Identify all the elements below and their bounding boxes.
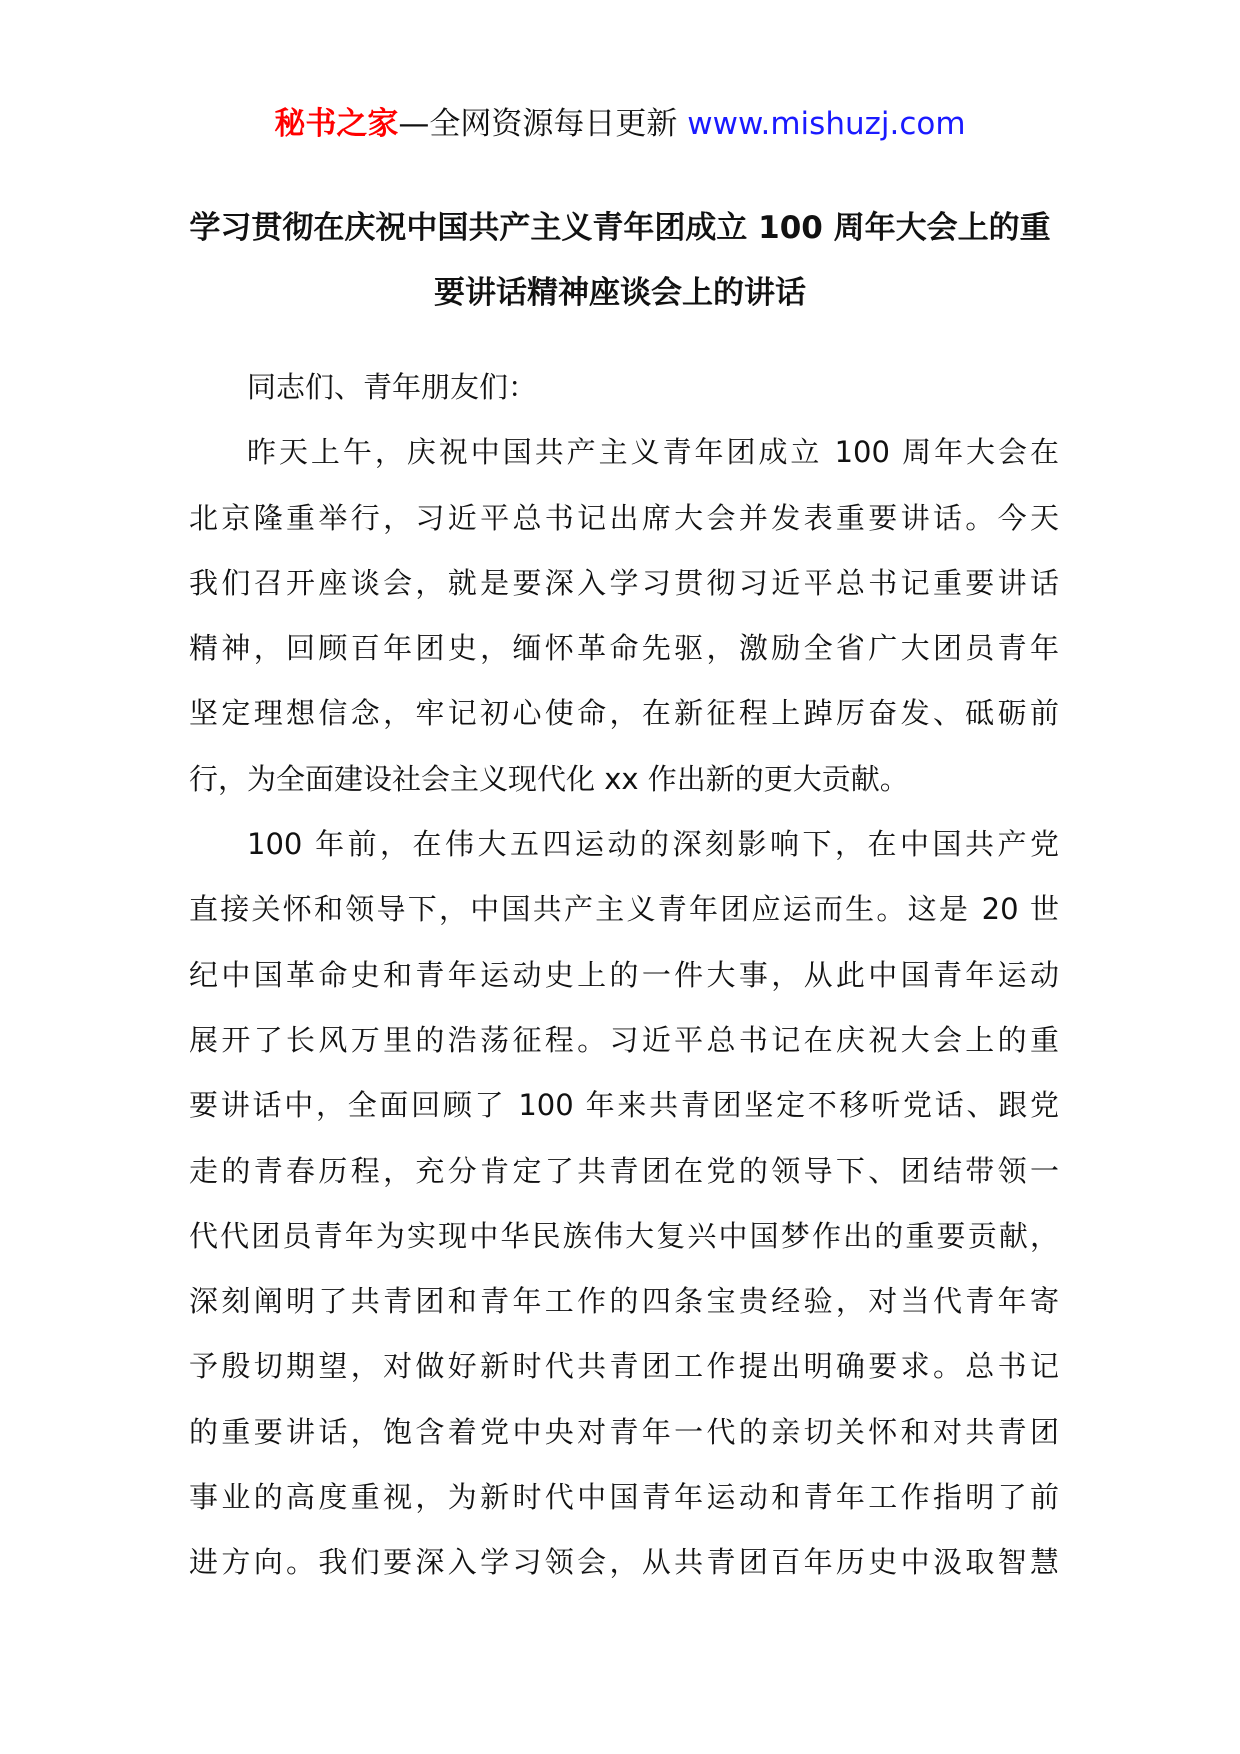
paragraph-line: 的重要讲话，饱含着党中央对青年一代的亲切关怀和对共青团 <box>189 1414 1059 1449</box>
paragraph-line: 坚定理想信念，牢记初心使命，在新征程上踔厉奋发、砥砺前 <box>189 696 1059 731</box>
brand-name: 秘书之家 <box>274 106 399 142</box>
paragraph-line: 同志们、青年朋友们： <box>247 370 538 404</box>
document-body <box>189 355 1059 1596</box>
title-line: 要讲话精神座谈会上的讲话 <box>434 275 806 311</box>
header-slogan: —全网资源每日更新 <box>398 106 688 142</box>
paragraph-line: 要讲话中，全面回顾了 100 年来共青团坚定不移听党话、跟党 <box>189 1088 1059 1123</box>
paragraph-line: 精神，回顾百年团史，缅怀革命先驱，激励全省广大团员青年 <box>189 631 1059 666</box>
paragraph-line: 深刻阐明了共青团和青年工作的四条宝贵经验，对当代青年寄 <box>189 1284 1059 1319</box>
site-header <box>0 100 1240 148</box>
paragraph-line: 纪中国革命史和青年运动史上的一件大事，从此中国青年运动 <box>189 957 1059 992</box>
paragraph-line: 进方向。我们要深入学习领会，从共青团百年历史中汲取智慧 <box>189 1545 1059 1580</box>
paragraph-line: 展开了长风万里的浩荡征程。习近平总书记在庆祝大会上的重 <box>189 1022 1059 1057</box>
paragraph-line: 行，为全面建设社会主义现代化 xx 作出新的更大贡献。 <box>189 761 909 796</box>
paragraph-line: 我们召开座谈会，就是要深入学习贯彻习近平总书记重要讲话 <box>189 565 1059 600</box>
paragraph-line: 代代团员青年为实现中华民族伟大复兴中国梦作出的重要贡献， <box>189 1218 1059 1253</box>
paragraph-line: 予殷切期望，对做好新时代共青团工作提出明确要求。总书记 <box>189 1349 1059 1384</box>
paragraph-line: 事业的高度重视，为新时代中国青年运动和青年工作指明了前 <box>189 1480 1059 1515</box>
paragraph-line: 直接关怀和领导下，中国共产主义青年团应运而生。这是 20 世 <box>189 892 1059 927</box>
paragraph-line: 100 年前，在伟大五四运动的深刻影响下，在中国共产党 <box>247 827 1059 862</box>
paragraph-line: 北京隆重举行，习近平总书记出席大会并发表重要讲话。今天 <box>189 500 1059 535</box>
document-title <box>180 196 1060 326</box>
paragraph-line: 昨天上午，庆祝中国共产主义青年团成立 100 周年大会在 <box>247 435 1059 470</box>
site-url-link[interactable]: www.mishuzj.com <box>687 106 966 142</box>
paragraph-line: 走的青春历程，充分肯定了共青团在党的领导下、团结带领一 <box>189 1153 1059 1188</box>
title-line: 学习贯彻在庆祝中国共产主义青年团成立 100 周年大会上的重 <box>189 210 1051 246</box>
